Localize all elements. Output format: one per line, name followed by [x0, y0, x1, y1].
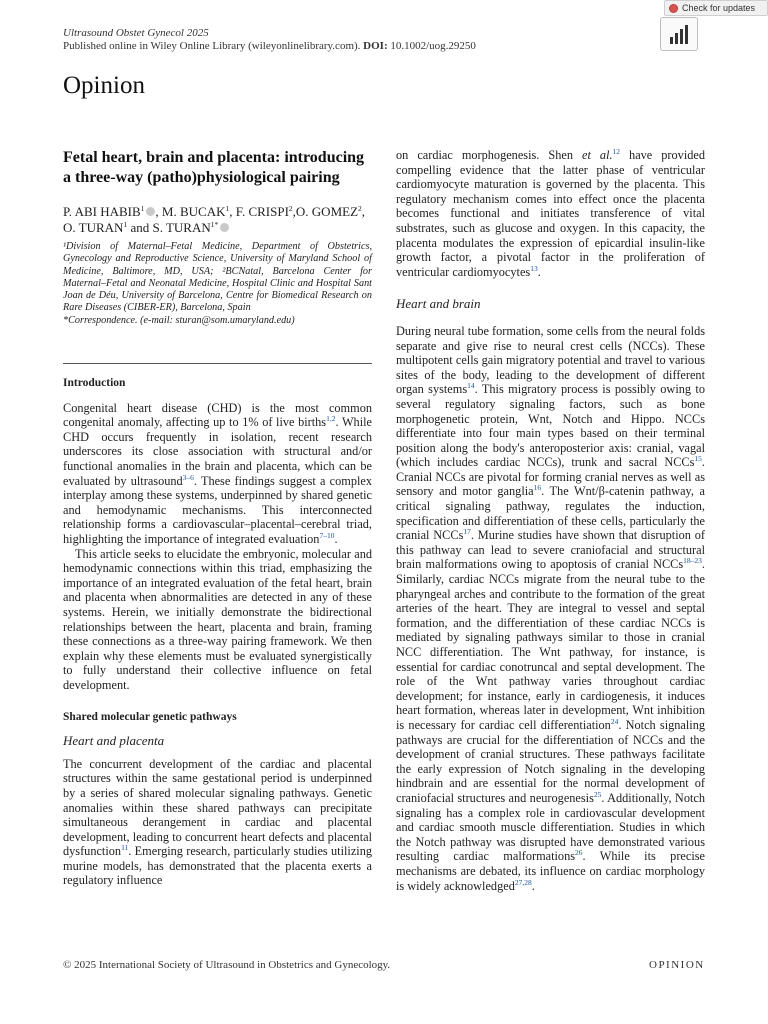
correspondence: *Correspondence. (e-mail: sturan@som.umaryland.edu) — [63, 314, 295, 326]
paragraph-intro-2: This article seeks to elucidate the embryonic, molecular and hemodynamic connections within this triad, emphasizing the importance of an integrated evaluation of the fetal heart, brain and placenta when abnormalities are detected in any of these systems. Herein, we initially demonstrate the bidirectional relationships between the heart, placenta and brain, framing these connections as a three-way pairing framework. We then explain why these elements must be evaluated synergistically to fully understand their collective influence on fetal development. — [63, 546, 372, 692]
article-title: Fetal heart, brain and placenta: introducing a three-way (patho)physiological pairing — [63, 149, 365, 186]
left-column — [63, 148, 372, 888]
reference-link[interactable]: 15 — [694, 454, 702, 464]
author-name: F. CRISPI — [235, 204, 289, 219]
reference-link[interactable]: 26 — [575, 848, 583, 858]
copyright: © 2025 International Society of Ultrasound in Obstetrics and Gynecology. — [63, 959, 391, 971]
affiliations: ¹Division of Maternal–Fetal Medicine, Department of Obstetrics, Gynecology and Reproductive Science, University of Maryland School of Medicine, Baltimore, MD, USA; ²BCNatal, Barcelona Center for Maternal–Fetal and Neonatal Medicine, Hospital Clinic and Hospital Sant Joan de Déu, University of Barcelona, Centre for Biomedical Research on Rare Diseases (CIBER-ER), Barcelona, Spain — [63, 241, 372, 314]
reference-link[interactable]: 17 — [463, 527, 471, 537]
author-name: M. BUCAK — [161, 204, 226, 219]
italic-text: et al. — [581, 148, 613, 162]
author-name: O. TURAN — [63, 219, 124, 235]
reference-link[interactable]: 1,2 — [326, 414, 336, 424]
reference-link[interactable]: 12 — [612, 147, 621, 156]
affiliation-marker: 2 — [358, 204, 362, 213]
affiliation-marker: 1* — [210, 219, 219, 229]
published-text: Published online in Wiley Online Library (wileyonlinelibrary.com). — [63, 40, 361, 52]
heading-shared-pathways: Shared molecular genetic pathways — [63, 710, 237, 723]
doi-label: DOI: — [363, 40, 388, 52]
reference-link[interactable]: 3–6 — [182, 472, 194, 482]
right-column — [396, 148, 705, 893]
publication-line — [63, 40, 476, 52]
reference-link[interactable]: 13 — [530, 263, 538, 273]
reference-link[interactable]: 18–23 — [683, 556, 702, 566]
heading-heart-placenta: Heart and placenta — [63, 733, 165, 749]
section-divider — [63, 363, 372, 364]
reference-link[interactable]: 16 — [533, 483, 542, 493]
paragraph-heart-placenta-1: The concurrent development of the cardiac and placental structures within the same gestational period is underpinned by a series of shared molecular signaling pathways. Genetic anomalies within these shared pathways can precipitate simultaneous derangement in cardiac and placental development, leading to concurrent heart defects and placental dysfunction$^{11}$. Emerging research, particularly studies utilizing murine models, has demonstrated that the placenta exerts a regulatory influence — [63, 756, 372, 888]
heading-introduction: Introduction — [63, 377, 126, 390]
heading-heart-brain: Heart and brain — [396, 296, 481, 312]
author-name: O. GOMEZ — [295, 204, 359, 219]
author-name: P. ABI HABIB — [63, 204, 141, 219]
author-name: S. TURAN — [152, 219, 211, 235]
affiliation-marker: 2 — [288, 204, 293, 213]
orcid-icon[interactable] — [220, 223, 229, 232]
section-title: Opinion — [63, 72, 145, 99]
check-for-updates-button[interactable] — [664, 0, 768, 16]
affiliation-marker: 1 — [123, 219, 128, 229]
reference-link[interactable]: 11 — [121, 843, 129, 853]
doi-link[interactable]: 10.1002/uog.29250 — [390, 40, 476, 52]
check-for-updates-label: Check for updates — [682, 3, 756, 13]
affiliation-marker: 1 — [225, 204, 230, 213]
paragraph-heart-brain: During neural tube formation, some cells from the neural folds separate and give rise to neural crest cells (NCCs). These multipotent cells gain migratory potential and travel to various sites of the body, leading to the development of different organ systems$^{14}$. This migratory process is possibly owing to several regulatory signaling factors, such as bone morphogenetic protein, Wnt, Notch and Hippo. NCCs differentiate into four main types based on their terminal position along the body's anteroposterior axis: cranial, vagal (which includes cardiac NCCs), trunk and sacral NCCs$^{15}$. Cranial NCCs are pivotal for forming cranial nerves as well as sensory and motor ganglia$^{16}$. The Wnt/β-catenin pathway, a critical signaling pathway, regulates the induction, specification and differentiation of these cells, particularly the cranial NCCs$^{17}$. Murine studies have shown that disruption of this pathway can lead to severe craniofacial and structural brain malformations owing to apoptosis of cranial NCCs$^{18-23}$. Similarly, cardiac NCCs migrate from the neural tube to the pharyngeal arches and contribute to the formation of the great arteries of the heart. They are integral to vessel and septal formation, and the differentiation of these cardiac NCCs is mediated by signaling pathways similar to those in cranial NCC differentiation. The Wnt pathway, for instance, is essential for cardiac conotruncal and septal development. The role of the Wnt pathway varies throughout cardiac development; for instance, early in cardiogenesis, it induces heart formation, whereas later in development, Wnt inhibition is necessary for cardiac cell differentiation$^{24}$. Notch signaling pathways are crucial for the differentiation of NCCs and the development of cranial structures. These pathways facilitate the early expression of Notch signaling in the developing hindbrain and are essential for the normal development of craniofacial structures and neurogenesis$^{25}$. Additionally, Notch signaling has a complex role in cardiovascular development and cardiac smooth muscle differentiation. Studies in which the Notch pathway was disrupted have demonstrated various resulting cardiac malformations$^{26}$. While its precise mechanisms are debated, its influence on cardiac morphology is widely acknowledged$^{27,28}$. — [396, 323, 706, 893]
reference-link[interactable]: 27,28 — [514, 877, 532, 887]
reference-link[interactable]: 24 — [610, 716, 619, 726]
affiliation-marker: 1 — [140, 204, 145, 213]
paragraph-intro-1: Congenital heart disease (CHD) is the most common congenital anomaly, affecting up to 1% of live births$^{1,2}$. While CHD occurs frequently in isolation, recent research underscores its close association with structural and/or functional anomalies in the brain and placenta, which can be evaluated by ultrasound$^{3-6}$. These findings suggest a complex interplay among these systems, underpinned by shared genetic and hemodynamic mechanisms. This interconnected relationship forms a cardiovascular–placental–cerebral triad, highlighting the importance of integrated evaluation$^{7-10}$. — [63, 400, 372, 547]
reference-link[interactable]: 7–10 — [319, 531, 335, 541]
reference-link[interactable]: 25 — [593, 789, 602, 799]
footer-section-label: OPINION — [649, 959, 705, 971]
bar-chart-icon[interactable] — [660, 17, 698, 51]
orcid-icon[interactable] — [146, 207, 155, 216]
paragraph-heart-placenta-2: on cardiac morphogenesis. Shen et al.$^{12}$ have provided compelling evidence that the latter phase of ventricular cardiomyocyte maturation is governed by the placenta. This regulatory mechanism comes into effect once the placenta becomes functional and initiates transference of vital substrates, such as glucose and oxygen. In this capacity, the placenta modulates the expression of epicardial insulin-like growth factor, a pivotal factor in the proliferation of ventricular cardiomyocytes$^{13}$. — [396, 147, 705, 279]
reference-link[interactable]: 14 — [467, 381, 475, 391]
crossmark-icon — [669, 4, 678, 13]
journal-citation: Ultrasound Obstet Gynecol 2025 — [63, 27, 209, 39]
author-list: P. ABI HABIB$^1$ , M. BUCAK$^1$, F. CRISPI$^2$,O. GOMEZ$^2$, O. TURAN$^1$ and S. $TURAN^{1*}$ — [63, 204, 366, 235]
